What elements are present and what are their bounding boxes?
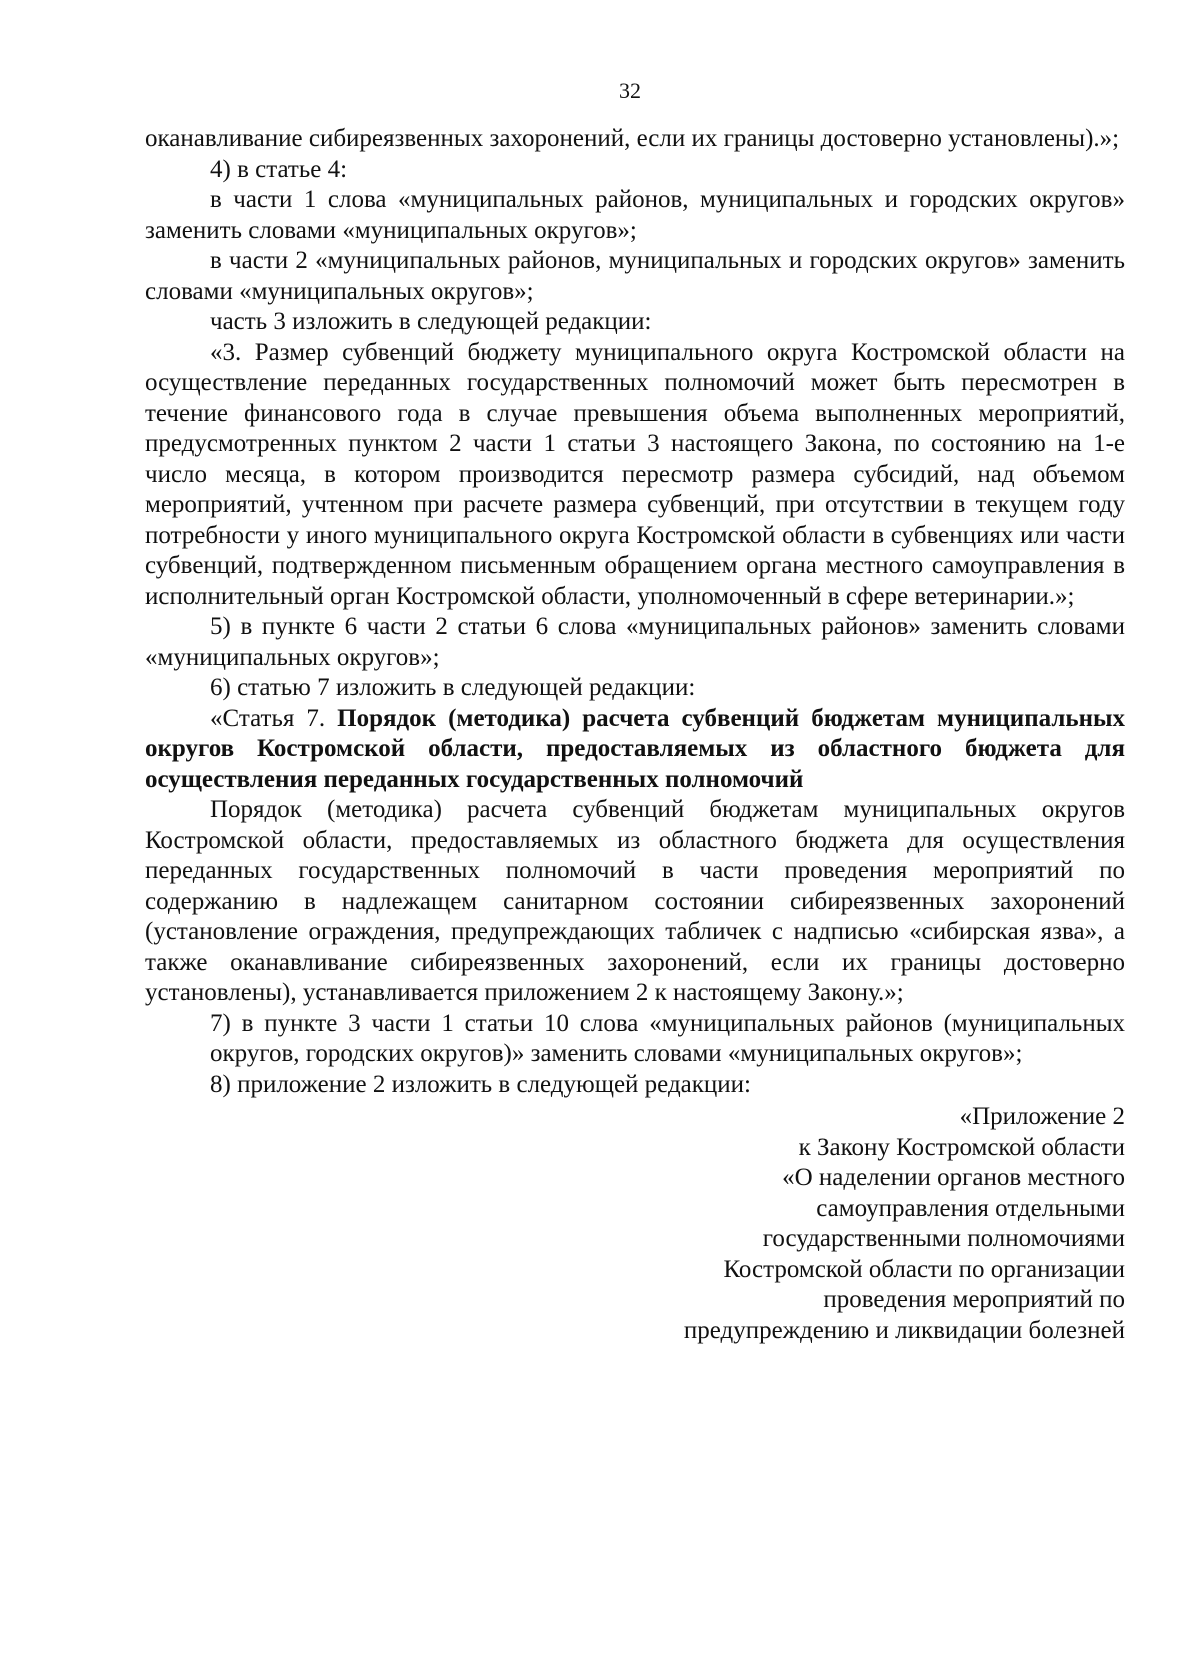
appendix-heading-line: к Закону Костромской области xyxy=(798,1133,1125,1161)
paragraph-part-1: в части 1 слова «муниципальных районов, муниципальных и городских округов» заменить словами «муниципальных округов»; xyxy=(145,186,1125,244)
page-number: 32 xyxy=(619,78,641,103)
article-7-label: «Статья 7. xyxy=(210,704,338,732)
article-7-heading xyxy=(145,704,1125,796)
appendix-heading-line: Костромской области по организации xyxy=(723,1255,1125,1283)
paragraph-part-2: в части 2 «муниципальных районов, муниципальных и городских округов» заменить словами «муниципальных округов»; xyxy=(145,247,1125,305)
paragraph-continuation: оканавливание сибиреязвенных захоронений, если их границы достоверно установлены).»; xyxy=(145,125,1120,152)
paragraph-item-7: 7) в пункте 3 части 1 статьи 10 слова «муниципальных районов (муниципальных округов, городских округов)» заменить словами «муниципальных округов»; xyxy=(210,1009,1125,1067)
appendix-heading-line: предупреждению и ликвидации болезней xyxy=(683,1316,1125,1344)
article-7-title: Порядок (методика) расчета субвенций бюджетам муниципальных округов Костромской области, предоставляемых из областного бюджета для осуществления переданных государственных полномочий xyxy=(145,704,1125,793)
paragraph-part-3-intro: часть 3 изложить в следующей редакции: xyxy=(210,308,652,335)
paragraph-item-5: 5) в пункте 6 части 2 статьи 6 слова «муниципальных районов» заменить словами «муниципальных округов»; xyxy=(145,613,1125,671)
appendix-heading-line: государственными полномочиями xyxy=(762,1225,1125,1252)
appendix-heading-line: «Приложение 2 xyxy=(959,1103,1125,1130)
appendix-heading-line: самоуправления отдельными xyxy=(816,1194,1125,1222)
paragraph-part-3-text: «3. Размер субвенций бюджету муниципального округа Костромской области на осуществление переданных государственных полномочий может быть пересмотрен в течение финансового года в случае превышения объема выполненных мероприятий, предусмотренных пунктом 2 части 1 статьи 3 настоящего Закона, по состоянию на 1-е число месяца, в котором производится пересмотр размера субсидий, над объемом мероприятий, учтенном при расчете размера субвенций, при отсутствии в текущем году потребности у иного муниципального округа Костромской области в субвенциях или части субвенций, подтвержденном письменным обращением органа местного самоуправления в исполнительный орган Костромской области, уполномоченный в сфере ветеринарии.»; xyxy=(145,338,1125,610)
document-body xyxy=(145,124,1125,1346)
paragraph-item-8: 8) приложение 2 изложить в следующей редакции: xyxy=(210,1070,751,1098)
paragraph-item-6: 6) статью 7 изложить в следующей редакции: xyxy=(210,674,696,701)
appendix-heading-line: проведения мероприятий по xyxy=(823,1286,1125,1313)
appendix-heading-line: «О наделении органов местного xyxy=(782,1164,1125,1191)
paragraph-item-4: 4) в статье 4: xyxy=(210,155,348,183)
appendix-heading xyxy=(145,1102,1125,1346)
article-7-body: Порядок (методика) расчета субвенций бюджетам муниципальных округов Костромской области, предоставляемых из областного бюджета для осуществления переданных государственных полномочий в части проведения мероприятий по содержанию в надлежащем санитарном состоянии сибиреязвенных захоронений (установление ограждения, предупреждающих табличек с надписью «сибирская язва», а также оканавливание сибиреязвенных захоронений, если их границы достоверно установлены), устанавливается приложением 2 к настоящему Закону.»; xyxy=(145,796,1125,1006)
